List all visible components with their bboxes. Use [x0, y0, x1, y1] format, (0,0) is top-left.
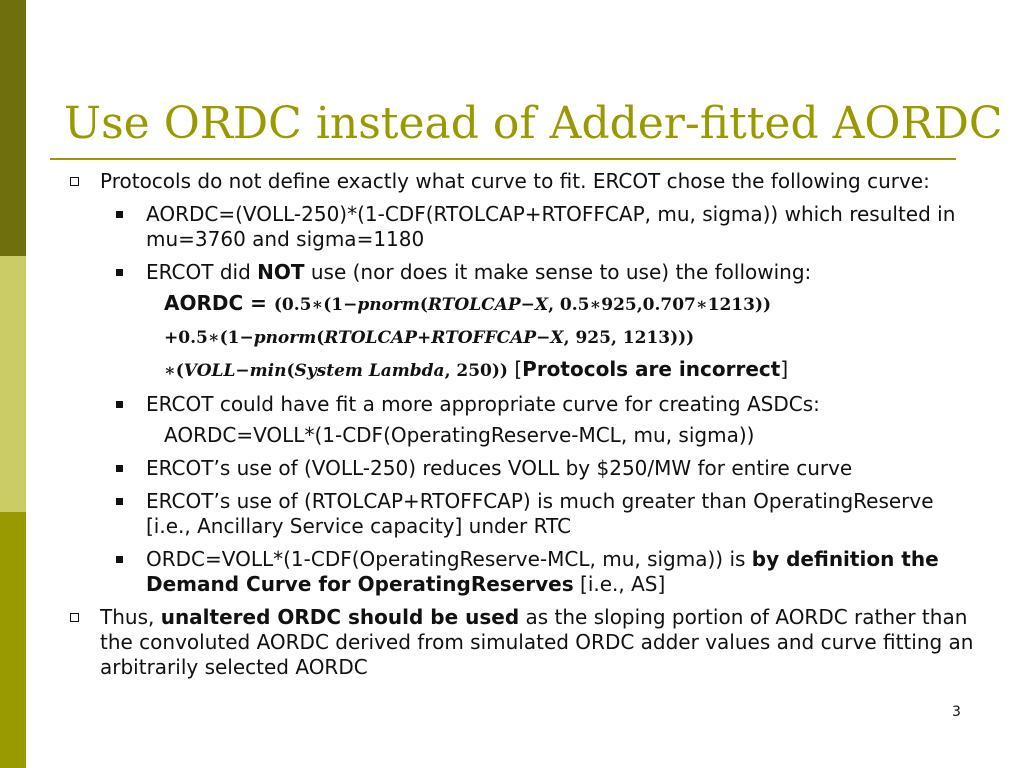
title-divider: [50, 158, 956, 160]
formula-line-3: ∗(VOLL−min(System Lambda, 250)) [Protocols are incorrect]: [164, 357, 789, 381]
formula-line-2: +0.5∗(1−pnorm(RTOLCAP+RTOFFCAP−X, 925, 1213))): [164, 328, 695, 348]
hollow-square-bullet-icon: [70, 613, 79, 622]
hollow-square-bullet-icon: [70, 177, 79, 186]
slide-title: Use ORDC instead of Adder-fitted AORDC: [64, 98, 1003, 149]
bullet-conclusion: Thus, unaltered ORDC should be used as the sloping portion of AORDC rather than the convoluted AORDC derived from simulated ORDC adder values and curve fitting an arbitrarily selected AORDC: [100, 605, 980, 680]
bullet-protocols: Protocols do not define exactly what curve to fit. ERCOT chose the following curve:: [100, 169, 980, 194]
subbullet-capacity-comparison: ERCOT’s use of (RTOLCAP+RTOFFCAP) is much greater than OperatingReserve [i.e., Ancillary Service capacity] under RTC: [146, 489, 976, 539]
formula-appropriate-curve: AORDC=VOLL*(1-CDF(OperatingReserve-MCL, mu, sigma)): [164, 423, 755, 447]
filled-square-bullet-icon: [116, 269, 123, 276]
subbullet-ordc-definition: ORDC=VOLL*(1-CDF(OperatingReserve-MCL, mu, sigma)) is by definition the Demand Curve for OperatingReserves [i.e., AS]: [146, 547, 976, 597]
filled-square-bullet-icon: [116, 401, 123, 408]
slide-body: [0, 169, 1024, 680]
subbullet-aordc-fit: AORDC=(VOLL-250)*(1-CDF(RTOLCAP+RTOFFCAP, mu, sigma)) which resulted in mu=3760 and sigma=1180: [146, 202, 976, 252]
filled-square-bullet-icon: [116, 465, 123, 472]
formula-line-1: AORDC = (0.5∗(1−pnorm(RTOLCAP−X, 0.5∗925,0.707∗1213)): [164, 291, 772, 315]
subbullet-appropriate-curve: ERCOT could have fit a more appropriate curve for creating ASDCs:: [146, 392, 976, 417]
page-number: 3: [952, 704, 961, 720]
filled-square-bullet-icon: [116, 556, 123, 563]
subbullet-voll-reduction: ERCOT’s use of (VOLL-250) reduces VOLL by $250/MW for entire curve: [146, 456, 976, 481]
filled-square-bullet-icon: [116, 211, 123, 218]
filled-square-bullet-icon: [116, 498, 123, 505]
subbullet-not-used: ERCOT did NOT use (nor does it make sense to use) the following:: [146, 260, 976, 285]
